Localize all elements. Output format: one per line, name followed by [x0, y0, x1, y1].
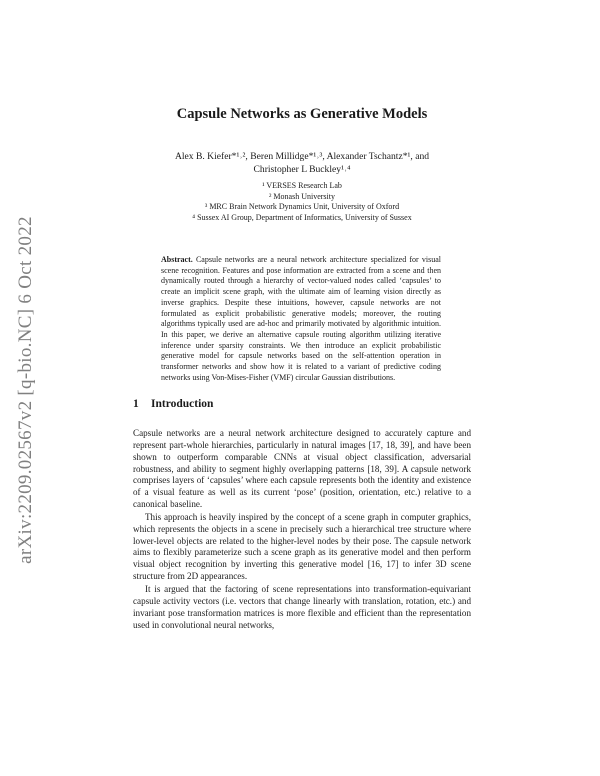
- affiliation-4: ⁴ Sussex AI Group, Department of Informatics, University of Sussex: [192, 212, 412, 222]
- affiliation-list: [133, 181, 471, 223]
- author-line-1: Alex B. Kiefer*¹˒², Beren Millidge*¹˒³, Alexander Tschantz*¹, and: [174, 151, 430, 162]
- abstract-text: Capsule networks are a neural network architecture specialized for visual scene recognition. Features and pose information are extracted from a scene and then dynamically routed through a hierarchy of vector-valued nodes called ‘capsules’ to create an implicit scene graph, with the ultimate aim of learning vision directly as inverse graphics. Despite these intuitions, however, capsule networks are not formulated as explicit probabilistic generative models; moreover, the routing algorithms typically used are ad-hoc and primarily motivated by algorithmic intuition. In this paper, we derive an alternative capsule routing algorithm utilizing iterative inference under sparsity constraints. We then introduce an explicit probabilistic generative model for capsule networks based on the self-attention operation in transformer networks and show how it is related to a variant of predictive coding networks using Von-Mises-Fisher (VMF) circular Gaussian distributions.: [161, 255, 441, 382]
- affiliation-1: ¹ VERSES Research Lab: [262, 181, 342, 190]
- section-heading: [133, 398, 471, 410]
- paper-title: Capsule Networks as Generative Models: [176, 106, 428, 122]
- arxiv-identifier-text: arXiv:2209.02567v2 [q-bio.NC] 6 Oct 2022: [15, 216, 37, 564]
- arxiv-identifier-stamp: [2, 200, 50, 580]
- abstract-label: Abstract.: [161, 255, 193, 264]
- section-number: 1: [133, 398, 139, 410]
- section-title: Introduction: [151, 398, 214, 410]
- author-list: [133, 150, 471, 176]
- abstract: [161, 255, 441, 383]
- author-line-2: Christopher L Buckley¹˒⁴: [253, 164, 351, 175]
- affiliation-3: ³ MRC Brain Network Dynamics Unit, University of Oxford: [204, 202, 400, 212]
- paragraph: This approach is heavily inspired by the concept of a scene graph in computer graphics, which represents the objects in a scene in precisely such a hierarchical tree structure where lower-level objects are related to the higher-level nodes by their pose. The capsule network aims to flexibly parameterize such a scene graph as its generative model and then perform visual object recognition by inverting this generative model [16, 17] to infer 3D scene structure from 2D appearances.: [133, 511, 471, 582]
- section-body: [133, 428, 471, 631]
- affiliation-2: ² Monash University: [269, 191, 335, 201]
- paragraph: Capsule networks are a neural network architecture designed to accurately capture and represent part-whole hierarchies, particularly in natural images [17, 18, 39], and have been shown to outperform comparable CNNs at visual object classification, adversarial robustness, and ability to segment highly overlapping patterns [18, 39]. A capsule network comprises layers of ‘capsules’ where each capsule represents both the identity and existence of a visual feature as well as its current ‘pose’ (position, orientation, etc.) relative to a canonical baseline.: [133, 428, 471, 510]
- paragraph: It is argued that the factoring of scene representations into transformation-equivariant capsule activity vectors (i.e. vectors that change linearly with translation, rotation, etc.) and invariant pose transformation matrices is more flexible and efficient than the representation used in convolutional neural networks,: [133, 583, 471, 630]
